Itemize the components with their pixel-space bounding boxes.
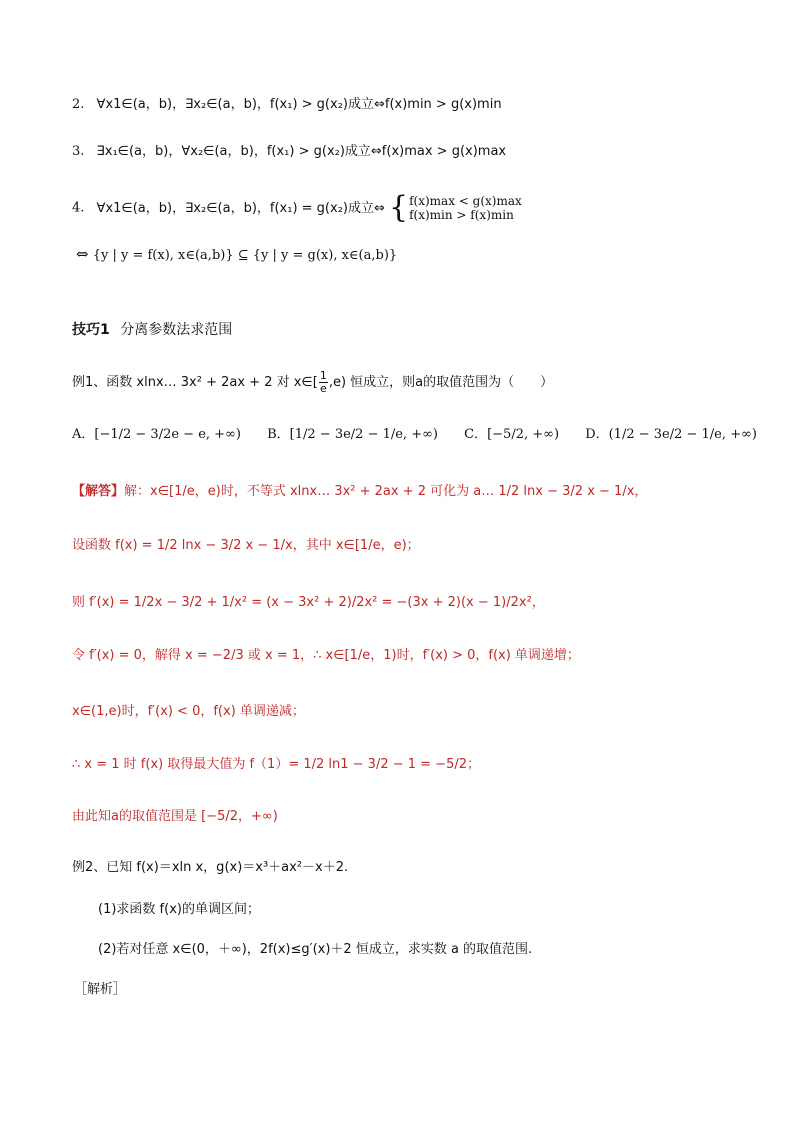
option-b: B．[1/2 − 3e/2 − 1/e, +∞) — [267, 427, 438, 442]
solution-text-5: x∈(1,e)时，f′(x) < 0，f(x) 单调递减； — [72, 704, 305, 719]
item-4-text: ∀x1∈(a，b)，∃x₂∈(a，b)，f(x₁) = g(x₂)成立⇔ — [96, 200, 385, 216]
example-1-options — [72, 425, 757, 445]
solution-line-6 — [72, 755, 480, 775]
example-2-question — [72, 858, 348, 878]
solution-text-7: 由此知a的取值范围是 [−5/2，+∞) — [72, 809, 278, 824]
item-4-conditions — [389, 190, 522, 225]
brace-icon: { — [389, 190, 409, 225]
fraction: $\frac{1}{e}$ — [319, 369, 327, 395]
solution-line-7 — [72, 807, 278, 827]
analysis-label — [74, 980, 126, 1000]
example-1-question-pre: 例1、函数 xlnx… 3x² + 2ax + 2 对 x∈[ — [72, 375, 318, 390]
section-label: 技巧1 — [72, 322, 110, 338]
item-3-number: 3. — [72, 144, 85, 159]
section-title — [72, 320, 232, 340]
item-2-number: 2. — [72, 97, 85, 112]
equivalence-set: {y | y = f(x), x∈(a,b)} ⊆ {y | y = g(x), x∈(a,b)} — [92, 248, 398, 263]
section-text: 分离参数法求范围 — [120, 322, 233, 338]
example-2-part-2-text: (2)若对任意 x∈(0，＋∞)，2f(x)≤g′(x)＋2 恒成立，求实数 a 的取值范围. — [98, 942, 533, 957]
double-arrow-icon: ⇔ — [76, 245, 89, 263]
option-a: A．[−1/2 − 3/2e − e, +∞) — [72, 427, 241, 442]
solution-line-3 — [72, 593, 545, 613]
solution-text-3: 则 f′(x) = 1/2x − 3/2 + 1/x² = (x − 3x² + 2)/2x² = −(3x + 2)(x − 1)/2x²， — [72, 595, 545, 610]
solution-text-2: 设函数 f(x) = 1/2 lnx − 3/2 x − 1/x，其中 x∈[1/e，e)； — [72, 538, 420, 553]
example-1-question-post: ,e) 恒成立，则a的取值范围为（ ） — [328, 375, 554, 390]
solution-line-1 — [72, 482, 647, 502]
equivalence-line — [76, 244, 397, 266]
item-3-text: ∃x₁∈(a，b)，∀x₂∈(a，b)，f(x₁) > g(x₂)成立⇔f(x)max > g(x)max — [96, 144, 507, 159]
example-2-part-2 — [98, 940, 532, 960]
example-1-question — [72, 370, 553, 395]
solution-text-4: 令 f′(x) = 0，解得 x = −2/3 或 x = 1，∴ x∈[1/e，1)时，f′(x) > 0，f(x) 单调递增； — [72, 648, 580, 663]
analysis-text: ［解析］ — [74, 982, 127, 997]
example-2-part-1 — [98, 900, 260, 920]
item-4-condition-top: f(x)max < g(x)max — [409, 194, 522, 208]
item-2 — [72, 95, 502, 115]
solution-line-2 — [72, 536, 420, 556]
solution-text-1: 解：x∈[1/e，e)时，不等式 xlnx… 3x² + 2ax + 2 可化为 a… 1/2 lnx − 3/2 x − 1/x， — [124, 484, 648, 499]
solution-tag: 【解答】 — [72, 484, 125, 499]
item-2-text: ∀x1∈(a，b)，∃x₂∈(a，b)，f(x₁) > g(x₂)成立⇔f(x)min > g(x)min — [96, 97, 502, 112]
option-c: C．[−5/2, +∞) — [464, 427, 560, 442]
solution-line-4 — [72, 646, 580, 666]
example-2-text: 例2、已知 f(x)＝xln x，g(x)＝x³＋ax²－x＋2. — [72, 860, 349, 875]
item-4-number: 4. — [72, 200, 85, 216]
item-3 — [72, 142, 506, 162]
item-4 — [72, 190, 522, 225]
solution-text-6: ∴ x = 1 时 f(x) 取得最大值为 f（1）= 1/2 ln1 − 3/2 − 1 = −5/2； — [72, 757, 480, 772]
example-2-part-1-text: (1)求函数 f(x)的单调区间； — [98, 902, 260, 917]
solution-line-5 — [72, 702, 305, 722]
option-d: D．(1/2 − 3e/2 − 1/e, +∞) — [585, 427, 757, 442]
item-4-condition-bottom: f(x)min > f(x)min — [409, 208, 514, 222]
